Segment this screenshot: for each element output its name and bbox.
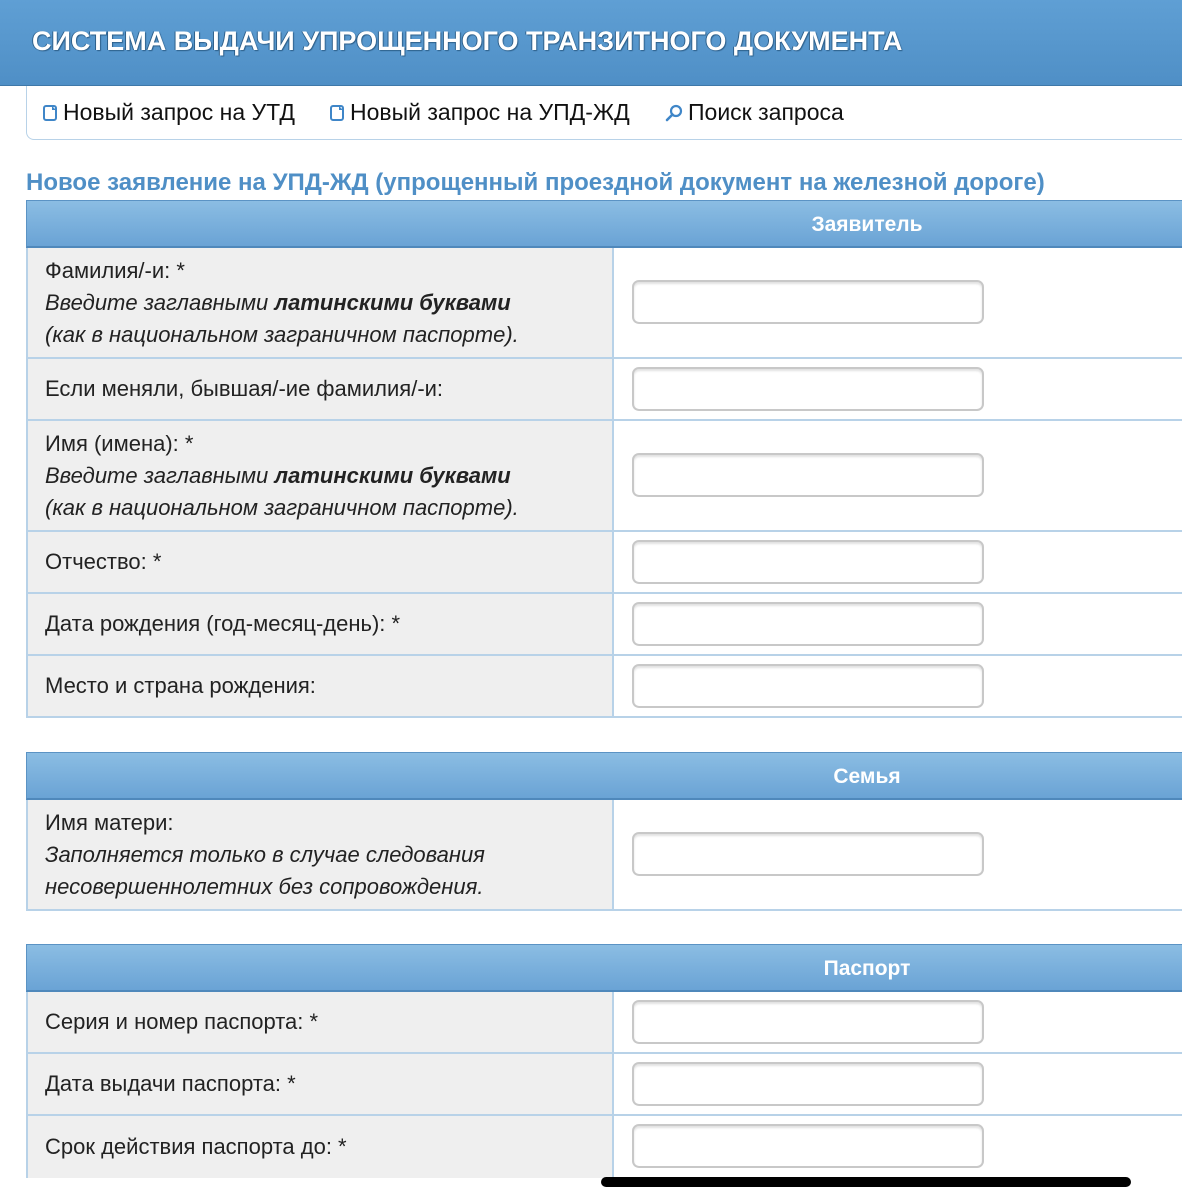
given-names-hint: Введите заглавными латинскими буквами xyxy=(45,462,511,488)
field-label xyxy=(28,1054,614,1114)
passport-expiry-input[interactable] xyxy=(632,1124,984,1168)
nav-new-utd-request[interactable] xyxy=(41,99,295,126)
form-row-passport-expiry xyxy=(26,1116,1182,1178)
section-header xyxy=(26,200,1182,248)
form-row-former-surname xyxy=(26,359,1182,421)
section-header xyxy=(26,752,1182,800)
surname-hint: Введите заглавными латинскими буквами xyxy=(45,289,511,315)
form-row-patronymic xyxy=(26,532,1182,594)
form-row-birth-date xyxy=(26,594,1182,656)
nav-search-request[interactable] xyxy=(664,99,844,126)
nav-item-label: Поиск запроса xyxy=(688,99,844,125)
former-surname-input[interactable] xyxy=(632,367,984,411)
section-family xyxy=(26,752,1182,911)
passport-issue-date-input[interactable] xyxy=(632,1062,984,1106)
search-icon xyxy=(664,104,684,122)
patronymic-label: Отчество: * xyxy=(45,549,162,574)
section-title: Паспорт xyxy=(823,957,911,980)
form-row-given-names xyxy=(26,421,1182,532)
header-banner xyxy=(0,0,1182,86)
section-title: Заявитель xyxy=(811,213,923,236)
form-heading: Новое заявление на УПД-ЖД (упрощенный проездной документ на железной дороге) xyxy=(26,169,1045,196)
field-label xyxy=(28,1116,614,1178)
nav-new-upd-zhd-request[interactable] xyxy=(328,99,630,126)
mother-name-hint-line2: несовершеннолетних без сопровождения. xyxy=(45,873,484,899)
passport-number-input[interactable] xyxy=(632,1000,984,1044)
passport-issue-date-label: Дата выдачи паспорта: * xyxy=(45,1071,296,1096)
surname-label: Фамилия/-и: * xyxy=(45,257,185,283)
birth-place-input[interactable] xyxy=(632,664,984,708)
given-names-hint-line2: (как в национальном заграничном паспорте). xyxy=(45,494,519,520)
field-label xyxy=(28,532,614,592)
field-label xyxy=(28,421,614,530)
field-label xyxy=(28,656,614,716)
birth-date-label: Дата рождения (год-месяц-день): * xyxy=(45,611,401,636)
section-passport xyxy=(26,944,1182,1178)
form-row-passport-issue-date xyxy=(26,1054,1182,1116)
field-label xyxy=(28,594,614,654)
nav-item-label: Новый запрос на УТД xyxy=(63,99,296,125)
home-indicator[interactable] xyxy=(601,1177,1131,1187)
surname-hint-line2: (как в национальном заграничном паспорте). xyxy=(45,321,519,347)
birth-date-input[interactable] xyxy=(632,602,984,646)
page-title: СИСТЕМА ВЫДАЧИ УПРОЩЕННОГО ТРАНЗИТНОГО ДОКУМЕНТА xyxy=(32,26,903,56)
section-title: Семья xyxy=(833,765,901,788)
field-label xyxy=(28,248,614,357)
field-label xyxy=(28,800,614,909)
surname-input[interactable] xyxy=(632,280,984,324)
section-applicant xyxy=(26,200,1182,718)
patronymic-input[interactable] xyxy=(632,540,984,584)
new-document-icon xyxy=(41,104,59,122)
field-label xyxy=(28,359,614,419)
form-row-mother-name xyxy=(26,800,1182,911)
mother-name-label: Имя матери: xyxy=(45,809,174,835)
former-surname-label: Если меняли, бывшая/-ие фамилия/-и: xyxy=(45,376,444,401)
passport-number-label: Серия и номер паспорта: * xyxy=(45,1009,319,1034)
field-label xyxy=(28,992,614,1052)
section-header xyxy=(26,944,1182,992)
given-names-label: Имя (имена): * xyxy=(45,430,194,456)
given-names-input[interactable] xyxy=(632,453,984,497)
mother-name-hint: Заполняется только в случае следования xyxy=(45,841,485,867)
new-document-icon xyxy=(328,104,346,122)
nav-item-label: Новый запрос на УПД-ЖД xyxy=(350,99,630,125)
form-row-passport-number xyxy=(26,992,1182,1054)
form-row-birth-place xyxy=(26,656,1182,718)
nav-bar xyxy=(26,86,1182,140)
form-row-surname xyxy=(26,248,1182,359)
birth-place-label: Место и страна рождения: xyxy=(45,673,316,698)
mother-name-input[interactable] xyxy=(632,832,984,876)
passport-expiry-label: Срок действия паспорта до: * xyxy=(45,1134,347,1159)
